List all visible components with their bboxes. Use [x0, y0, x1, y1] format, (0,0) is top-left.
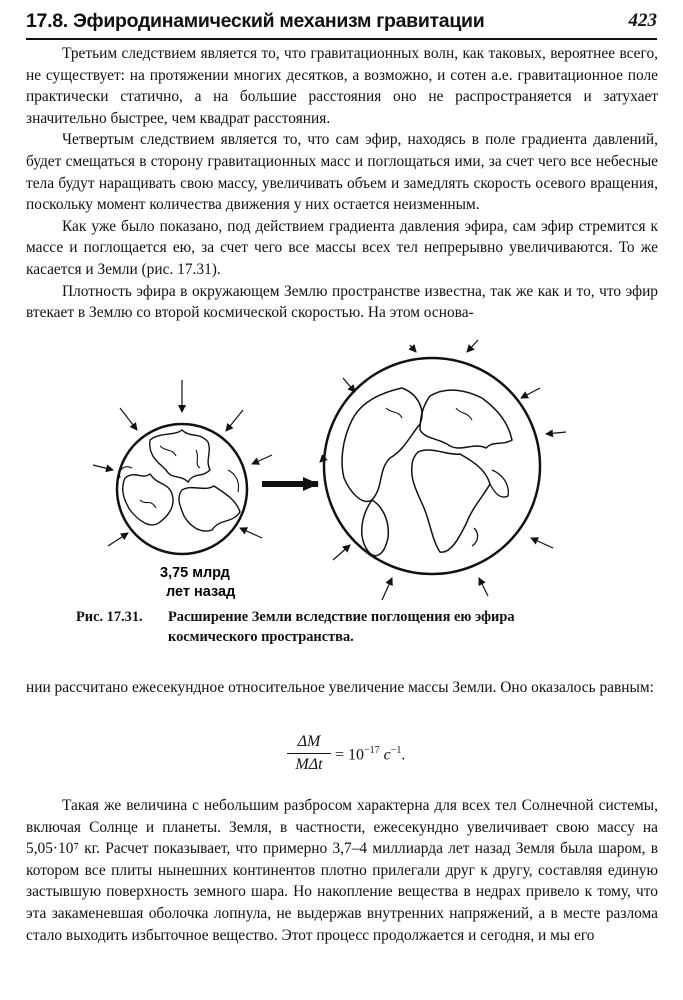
formula-unit: c [383, 746, 391, 764]
caption-label: Рис. 17.31. [76, 609, 143, 625]
paragraph: нии рассчитано ежесекундное относительное увеличение массы Земли. Оно оказалось равным: [26, 679, 654, 696]
formula-rhs [335, 745, 405, 764]
formula-suffix: . [401, 746, 406, 764]
caption-text: Расширение Земли вследствие поглощения ею эфира [168, 609, 515, 625]
paragraph: Такая же величина с небольшим разбросом характерна для всех тел Солнечной системы, включая Солнце и планеты. Земля, в частности, ежесекундно увеличивает свою массу на 5,05·10⁷ кг. Расчет показывает, что примерно 3,7–4 миллиарда лет назад Земля была шаром, в котором все плиты нынешних континентов плотно прилегали друг к другу, составляя единую застывшую поверхность земного шара. Но накопление вещества в недрах привело к тому, что эта закаменевшая оболочка лопнула, не выдержав внутренних напряжений, а в месте разлома стало выходить избыточное вещество. Этот процесс продолжается и сегодня, и мы его [26, 797, 658, 944]
small-globe-age-label: 3,75 млрд [160, 565, 230, 581]
paragraph: Плотность эфира в окружающем Землю пространстве известна, так же как и то, что эфир втекает в Землю со второй космической скоростью. На этом основа- [26, 282, 658, 322]
formula-exponent: −17 [364, 745, 380, 756]
formula-denominator: MΔt [295, 756, 323, 773]
body-text-mid [26, 677, 658, 699]
page-number: 423 [628, 10, 657, 31]
formula-numerator: ΔM [287, 733, 331, 754]
large-globe [324, 358, 540, 574]
formula-fraction [287, 733, 331, 774]
formula-unit-exponent: −1 [390, 745, 402, 756]
caption-text: космического пространства. [168, 629, 354, 645]
earth-expansion-figure [0, 330, 683, 630]
paragraph: Как уже было показано, под действием градиента давления эфира, сам эфир стремится к массе и поглощается ею, за счет чего все массы всех тел непрерывно увеличиваются. То же касается и Земли (рис. 17.31). [26, 217, 658, 278]
figure-caption [76, 607, 636, 647]
mass-growth-formula [287, 733, 427, 783]
paragraph: Третьим следствием является то, что гравитационных волн, как таковых, вероятнее всего, не существует: на протяжении многих десятков, а возможно, и сотен а.е. гравитационное поле практически статично, а на большие расстояния оно не распространяется и затухает значительно быстрее, чем квадрат расстояния. [26, 45, 658, 127]
body-text-top [26, 43, 658, 324]
small-globe-age-label: лет назад [166, 584, 236, 600]
section-title: 17.8. Эфиродинамический механизм гравитации [26, 10, 485, 32]
small-globe [117, 424, 247, 554]
body-text-bottom [26, 795, 658, 946]
paragraph: Четвертым следствием является то, что сам эфир, находясь в поле градиента давлений, будет смещаться в сторону гравитационных масс и поглощаться ими, за счет чего все небесные тела будут наращивать свою массу, увеличивать объем и замедлять скорость осевого вращения, поскольку момент количества движения у них остается неизменным. [26, 131, 658, 214]
page-header [26, 6, 657, 40]
formula-rhs-prefix: = 10 [335, 746, 365, 764]
